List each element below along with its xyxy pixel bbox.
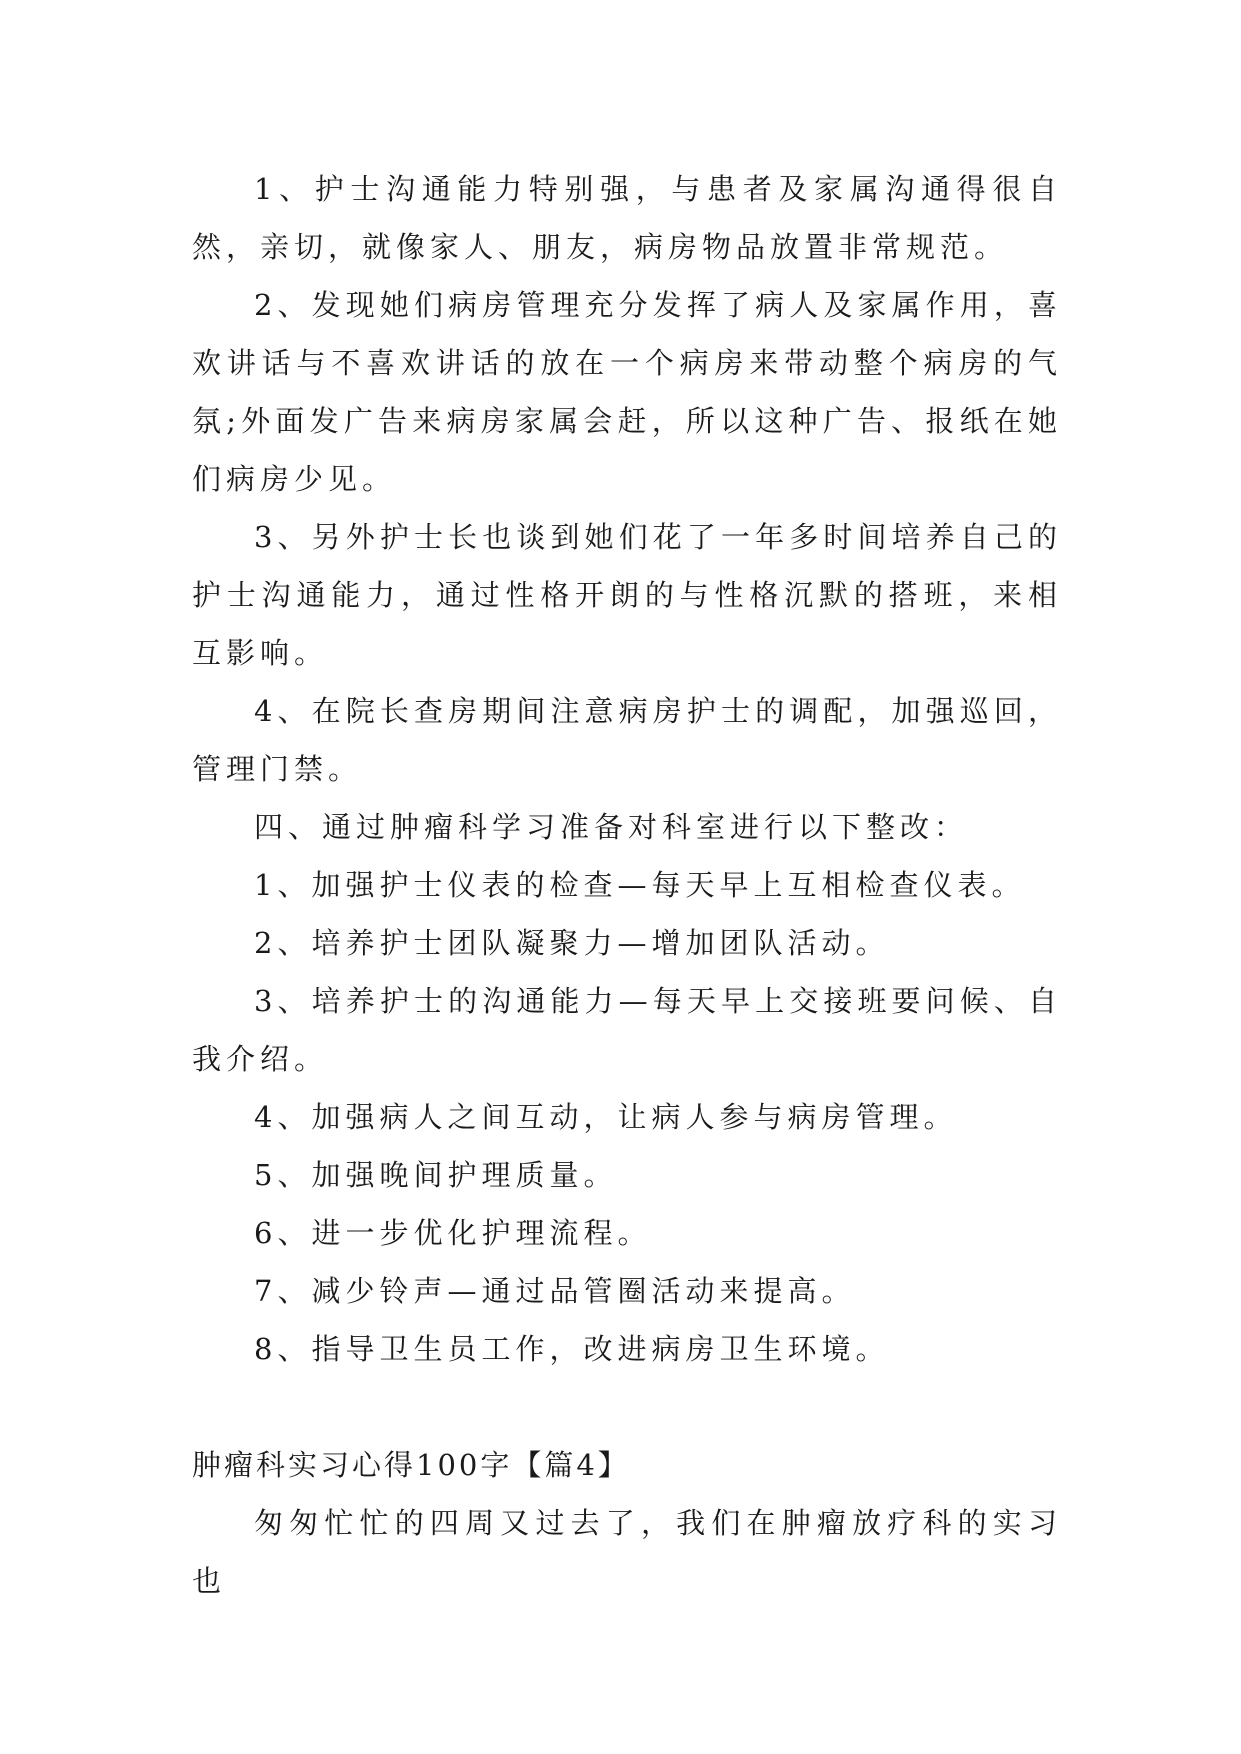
- improvement-item-6: 6、进一步优化护理流程。: [254, 1216, 652, 1250]
- improvement-item-7: 7、减少铃声—通过品管圈活动来提高。: [254, 1274, 856, 1308]
- section-four-intro: 四、通过肿瘤科学习准备对科室进行以下整改：: [254, 810, 969, 844]
- paragraph-next-section-1: 匆匆忙忙的四周又过去了，我们在肿瘤放疗科的实习也: [192, 1506, 1062, 1598]
- section-spacer: [192, 1378, 1062, 1436]
- section-heading: 肿瘤科实习心得100字【篇4】: [192, 1448, 630, 1482]
- improvement-item-8: 8、指导卫生员工作，改进病房卫生环境。: [254, 1332, 890, 1366]
- paragraph-1: 1、护士沟通能力特别强，与患者及家属沟通得很自然，亲切，就像家人、朋友，病房物品放置非常规范。: [192, 172, 1062, 264]
- improvement-item-1: 1、加强护士仪表的检查—每天早上互相检查仪表。: [254, 868, 1026, 902]
- paragraph-4: 4、在院长查房期间注意病房护士的调配，加强巡回，管理门禁。: [192, 694, 1062, 786]
- paragraph-3: 3、另外护士长也谈到她们花了一年多时间培养自己的护士沟通能力，通过性格开朗的与性格沉默的搭班，来相互影响。: [192, 520, 1062, 670]
- improvement-item-3: 3、培养护士的沟通能力—每天早上交接班要问候、自我介绍。: [192, 984, 1062, 1076]
- improvement-item-2: 2、培养护士团队凝聚力—增加团队活动。: [254, 926, 890, 960]
- document-body: [192, 160, 1062, 1610]
- paragraph-2: 2、发现她们病房管理充分发挥了病人及家属作用，喜欢讲话与不喜欢讲话的放在一个病房来带动整个病房的气氛;外面发广告来病房家属会赶，所以这种广告、报纸在她们病房少见。: [192, 288, 1062, 496]
- improvement-item-4: 4、加强病人之间互动，让病人参与病房管理。: [254, 1100, 958, 1134]
- improvement-item-5: 5、加强晚间护理质量。: [254, 1158, 618, 1192]
